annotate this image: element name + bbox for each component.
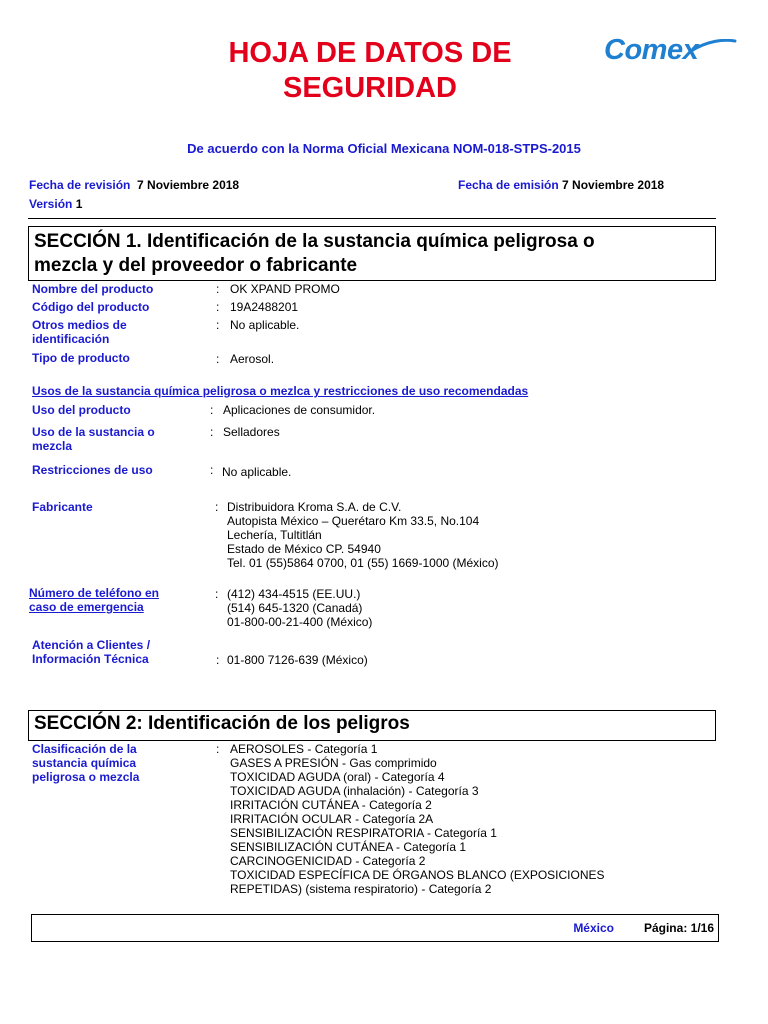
section-1-header — [28, 226, 716, 281]
colon: : — [216, 653, 220, 667]
atencion-label-line-1: Atención a Clientes / — [32, 638, 151, 652]
clasificacion-item: CARCINOGENICIDAD - Categoría 2 — [230, 854, 426, 868]
telefono-values — [227, 587, 372, 629]
revision-label: Fecha de revisión — [29, 178, 131, 192]
uso-mezcla-label — [32, 425, 155, 453]
revision-date — [29, 178, 239, 192]
tipo-value: Aerosol. — [230, 352, 275, 366]
clasificacion-item: SENSIBILIZACIÓN CUTÁNEA - Categoría 1 — [230, 840, 467, 854]
colon: : — [215, 500, 219, 514]
fabricante-address — [227, 500, 499, 570]
uso-mezcla-value: Selladores — [223, 425, 280, 439]
nombre-value: OK XPAND PROMO — [230, 282, 340, 296]
codigo-label: Código del producto — [32, 300, 150, 314]
section-1-title-line-1: SECCIÓN 1. Identificación de la sustancia química peligrosa o — [34, 231, 595, 252]
telefono-emergencia-label — [29, 586, 159, 614]
emision-label: Fecha de emisión — [458, 178, 559, 192]
section-1-title — [29, 227, 715, 281]
clasificacion-item: TOXICIDAD AGUDA (oral) - Categoría 4 — [230, 770, 445, 784]
emision-value: 7 Noviembre 2018 — [562, 178, 665, 192]
atencion-label — [32, 638, 150, 666]
atencion-label-line-2: Información Técnica — [32, 652, 149, 666]
telefono-label-line-2: caso de emergencia — [29, 600, 144, 614]
otros-label — [32, 318, 127, 346]
clasificacion-item: REPETIDAS) (sistema respiratorio) - Categoría 2 — [230, 882, 492, 896]
clasificacion-label-line-1: Clasificación de la — [32, 742, 137, 756]
colon: : — [216, 742, 220, 756]
version-label: Versión — [29, 197, 73, 211]
section-2-title: SECCIÓN 2: Identificación de los peligros — [34, 713, 410, 734]
colon: : — [216, 352, 220, 366]
clasificacion-item: SENSIBILIZACIÓN RESPIRATORIA - Categoría 1 — [230, 826, 497, 840]
colon: : — [210, 425, 214, 439]
emission-date — [458, 178, 664, 192]
title-line-1: HOJA DE DATOS DE — [228, 37, 512, 69]
otros-value: No aplicable. — [230, 318, 300, 332]
norma-subtitle: De acuerdo con la Norma Oficial Mexicana NOM-018-STPS-2015 — [187, 141, 581, 156]
clasificacion-label-line-3: peligrosa o mezcla — [32, 770, 140, 784]
fabricante-line: Tel. 01 (55)5864 0700, 01 (55) 1669-1000 (México) — [227, 556, 499, 570]
clasificacion-item: TOXICIDAD AGUDA (inhalación) - Categoría 3 — [230, 784, 479, 798]
clasificacion-item: TOXICIDAD ESPECÍFICA DE ÓRGANOS BLANCO (EXPOSICIONES — [230, 868, 605, 882]
codigo-value: 19A2488201 — [230, 300, 299, 314]
footer-country: México — [573, 921, 614, 935]
document-title — [180, 36, 560, 106]
colon: : — [210, 403, 214, 417]
fabricante-line: Estado de México CP. 54940 — [227, 542, 381, 556]
atencion-value: 01-800 7126-639 (México) — [227, 653, 368, 667]
revision-value: 7 Noviembre 2018 — [137, 178, 240, 192]
section-2-header — [28, 710, 716, 741]
fabricante-label: Fabricante — [32, 500, 93, 514]
restricciones-label: Restricciones de uso — [32, 463, 153, 477]
logo-text: Comex — [604, 34, 699, 66]
restricciones-value: No aplicable. — [222, 465, 292, 479]
logo-swoosh-icon — [689, 39, 737, 53]
clasificacion-item: GASES A PRESIÓN - Gas comprimido — [230, 756, 437, 770]
otros-label-line-1: Otros medios de — [32, 318, 127, 332]
fabricante-line: Autopista México – Querétaro Km 33.5, No.104 — [227, 514, 480, 528]
page-footer — [31, 914, 719, 942]
clasificacion-list — [230, 742, 605, 896]
clasificacion-item: AEROSOLES - Categoría 1 — [230, 742, 378, 756]
tipo-label: Tipo de producto — [32, 351, 130, 365]
telefono-line: 01-800-00-21-400 (México) — [227, 615, 373, 629]
uso-mezcla-label-line-1: Uso de la sustancia o — [32, 425, 155, 439]
section-1-title-line-2: mezcla y del proveedor o fabricante — [34, 255, 358, 276]
colon: : — [216, 282, 220, 296]
fabricante-line: Lechería, Tultitlán — [227, 528, 322, 542]
uso-value: Aplicaciones de consumidor. — [223, 403, 376, 417]
colon: : — [210, 463, 214, 477]
colon: : — [215, 587, 219, 601]
clasificacion-label-line-2: sustancia química — [32, 756, 137, 770]
telefono-line: (514) 645-1320 (Canadá) — [227, 601, 363, 615]
telefono-label-line-1: Número de teléfono en — [29, 586, 160, 600]
uso-mezcla-label-line-2: mezcla — [32, 439, 73, 453]
colon: : — [216, 300, 220, 314]
fabricante-line: Distribuidora Kroma S.A. de C.V. — [227, 500, 402, 514]
version — [29, 197, 82, 211]
usos-heading: Usos de la sustancia química peligrosa o mezlca y restricciones de uso recomendadas — [32, 384, 529, 398]
version-value: 1 — [75, 197, 83, 211]
colon: : — [216, 318, 220, 332]
clasificacion-item: IRRITACIÓN OCULAR - Categoría 2A — [230, 812, 434, 826]
page-number: Página: 1/16 — [643, 921, 714, 935]
otros-label-line-2: identificación — [32, 332, 110, 346]
clasificacion-label — [32, 742, 139, 784]
telefono-line: (412) 434-4515 (EE.UU.) — [227, 587, 361, 601]
header-divider — [28, 218, 716, 219]
title-line-2: SEGURIDAD — [282, 72, 457, 104]
uso-label: Uso del producto — [32, 403, 131, 417]
clasificacion-item: IRRITACIÓN CUTÁNEA - Categoría 2 — [230, 798, 432, 812]
nombre-label: Nombre del producto — [32, 282, 154, 296]
comex-logo — [604, 34, 698, 67]
